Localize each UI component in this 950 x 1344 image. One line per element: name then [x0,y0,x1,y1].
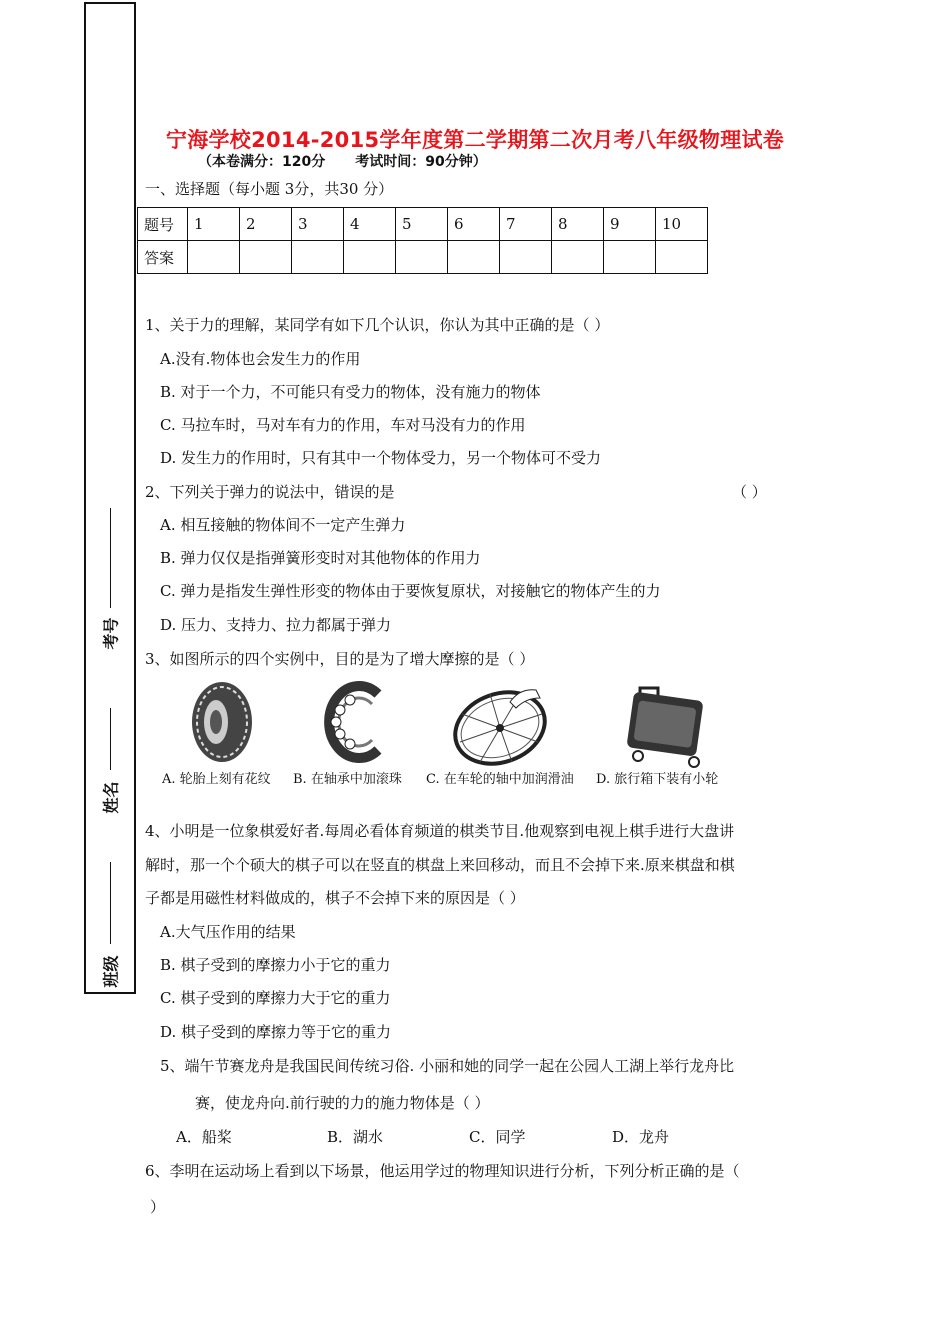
answer-cell[interactable] [656,241,708,274]
answer-cell[interactable] [448,241,500,274]
answer-cell[interactable] [240,241,292,274]
question-4-line-2: 解时，那一个个硕大的棋子可以在竖直的棋盘上来回移动，而且不会掉下来.原来棋盘和棋 [145,856,735,874]
question-5-option-c: C．同学 [469,1128,526,1146]
table-cell: 10 [656,208,708,241]
answer-cell[interactable] [604,241,656,274]
question-1-option-a: A.没有.物体也会发生力的作用 [160,350,361,368]
question-6-line-2: ） [150,1198,166,1216]
table-cell: 9 [604,208,656,241]
question-5-option-a: A．船桨 [176,1128,232,1146]
question-5-line-1: 5、端午节赛龙舟是我国民间传统习俗. 小丽和她的同学一起在公园人工湖上举行龙舟比 [160,1057,735,1075]
question-5-line-2: 赛，使龙舟向.前行驶的力的施力物体是（ ） [195,1094,490,1112]
table-cell: 4 [344,208,396,241]
question-1-option-c: C. 马拉车时，马对车有力的作用，车对马没有力的作用 [160,416,526,434]
figure-caption-d: D. 旅行箱下装有小轮 [596,772,719,787]
table-row [138,208,708,241]
wheel-oil-figure [450,684,556,766]
question-2-option-a: A. 相互接触的物体间不一定产生弹力 [160,516,406,534]
question-2-option-b: B. 弹力仅仅是指弹簧形变时对其他物体的作用力 [160,549,481,567]
class-line [110,862,111,944]
full-score: （本卷满分：120分 [198,154,326,170]
question-4-option-c: C. 棋子受到的摩擦力大于它的重力 [160,989,391,1007]
question-3-stem: 3、如图所示的四个实例中，目的是为了增大摩擦的是（ ） [145,650,535,668]
question-2-stem: 2、下列关于弹力的说法中，错误的是 [145,483,395,501]
question-1-stem: 1、关于力的理解，某同学有如下几个认识，你认为其中正确的是（ ） [145,316,610,334]
exam-number-line [110,508,111,608]
answer-cell[interactable] [292,241,344,274]
question-2-answer-paren: （ ） [732,483,767,501]
exam-title: 宁海学校2014-2015学年度第二学期第二次月考八年级物理试卷 [165,128,785,152]
exam-number-label: 考号 [101,617,121,650]
question-5-option-d: D．龙舟 [612,1128,670,1146]
answer-table [137,207,708,274]
figure-caption-c: C. 在车轮的轴中加润滑油 [426,772,574,787]
table-cell: 1 [188,208,240,241]
table-cell: 5 [396,208,448,241]
question-2-option-c: C. 弹力是指发生弹性形变的物体由于要恢复原状，对接触它的物体产生的力 [160,582,661,600]
table-row [138,241,708,274]
answer-cell[interactable] [396,241,448,274]
suitcase-figure [624,682,708,768]
answer-cell[interactable] [500,241,552,274]
answer-cell[interactable] [188,241,240,274]
question-4-option-a: A.大气压作用的结果 [160,923,296,941]
name-label: 姓名 [101,781,121,814]
question-4-option-d: D. 棋子受到的摩擦力等于它的重力 [160,1023,392,1041]
question-4-option-b: B. 棋子受到的摩擦力小于它的重力 [160,956,391,974]
name-line [110,708,111,770]
table-cell: 答案 [138,241,188,274]
question-4-line-3: 子都是用磁性材料做成的，棋子不会掉下来的原因是（ ） [145,889,525,907]
class-label: 班级 [101,955,121,988]
tire-figure [186,680,258,764]
figure-caption-b: B. 在轴承中加滚珠 [293,772,402,787]
question-6-line-1: 6、李明在运动场上看到以下场景，他运用学过的物理知识进行分析，下列分析正确的是（ [145,1162,740,1180]
exam-subtitle [198,151,517,171]
bearing-figure [322,680,390,764]
figure-caption-a: A. 轮胎上刻有花纹 [162,772,271,787]
table-cell: 3 [292,208,344,241]
question-4-line-1: 4、小明是一位象棋爱好者.每周必看体育频道的棋类节目.他观察到电视上棋手进行大盘讲 [145,822,735,840]
exam-time: 考试时间：90分钟） [355,154,487,170]
table-cell: 2 [240,208,292,241]
section-heading: 一、选择题（每小题 3分，共30 分） [145,180,394,198]
question-2-option-d: D. 压力、支持力、拉力都属于弹力 [160,616,392,634]
answer-cell[interactable] [344,241,396,274]
table-cell: 7 [500,208,552,241]
question-1-option-b: B. 对于一个力，不可能只有受力的物体，没有施力的物体 [160,383,541,401]
question-1-option-d: D. 发生力的作用时，只有其中一个物体受力，另一个物体可不受力 [160,449,602,467]
answer-cell[interactable] [552,241,604,274]
question-5-option-b: B．湖水 [327,1128,384,1146]
table-cell: 6 [448,208,500,241]
table-cell: 8 [552,208,604,241]
table-cell: 题号 [138,208,188,241]
